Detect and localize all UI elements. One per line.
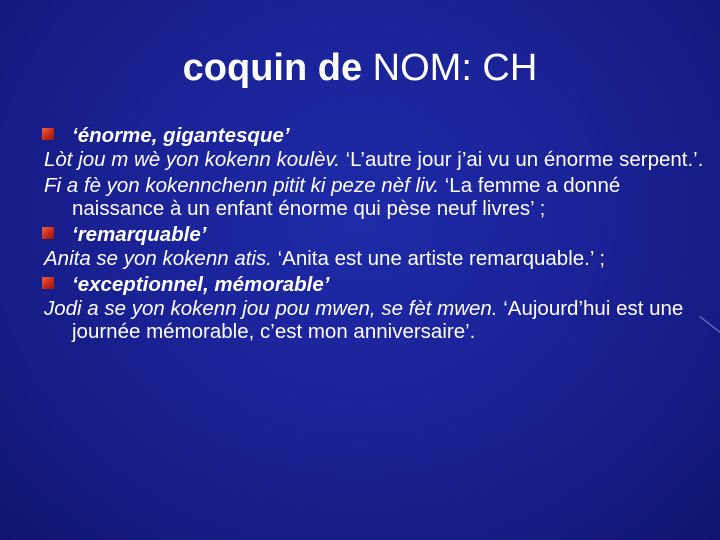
bullet-heading-3 <box>44 273 704 296</box>
square-bullet-icon <box>42 128 54 140</box>
title-bold: coquin de <box>182 47 363 89</box>
bullet-heading-text: ‘exceptionnel, mémorable’ <box>72 273 330 296</box>
gloss-text: ‘Aujourd’hui est une journée mémorable, c’est mon anniversaire’. <box>72 297 684 343</box>
slide-title <box>0 44 720 92</box>
creole-text: Jodi a se yon kokenn jou pou mwen, se fèt mwen. <box>44 297 498 320</box>
bullet-heading-2 <box>44 223 704 246</box>
gloss-text: ‘L’autre jour j’ai vu un énorme serpent.’. <box>339 148 704 171</box>
creole-text: Fi a fè yon kokennchenn pitit ki peze nèf liv. <box>44 174 440 197</box>
slide-content <box>44 122 704 346</box>
example-sentence-2 <box>44 174 704 220</box>
gloss-text: ‘Anita est une artiste remarquable.’ ; <box>271 247 606 270</box>
title-rest: NOM: CH <box>362 47 538 89</box>
example-sentence-3 <box>44 247 704 270</box>
creole-text: Anita se yon kokenn atis. <box>44 247 272 270</box>
example-sentence-4 <box>44 297 704 343</box>
square-bullet-icon <box>42 277 54 289</box>
bullet-heading-1 <box>44 124 704 147</box>
gloss-text: ‘La femme a donné naissance à un enfant énorme qui pèse neuf livres’ ; <box>72 174 621 220</box>
bullet-heading-text: ‘remarquable’ <box>72 223 207 246</box>
square-bullet-icon <box>42 227 54 239</box>
creole-text: Lòt jou m wè yon kokenn koulèv. <box>44 148 340 171</box>
example-sentence-1 <box>44 148 704 171</box>
bullet-heading-text: ‘énorme, gigantesque’ <box>72 124 290 147</box>
